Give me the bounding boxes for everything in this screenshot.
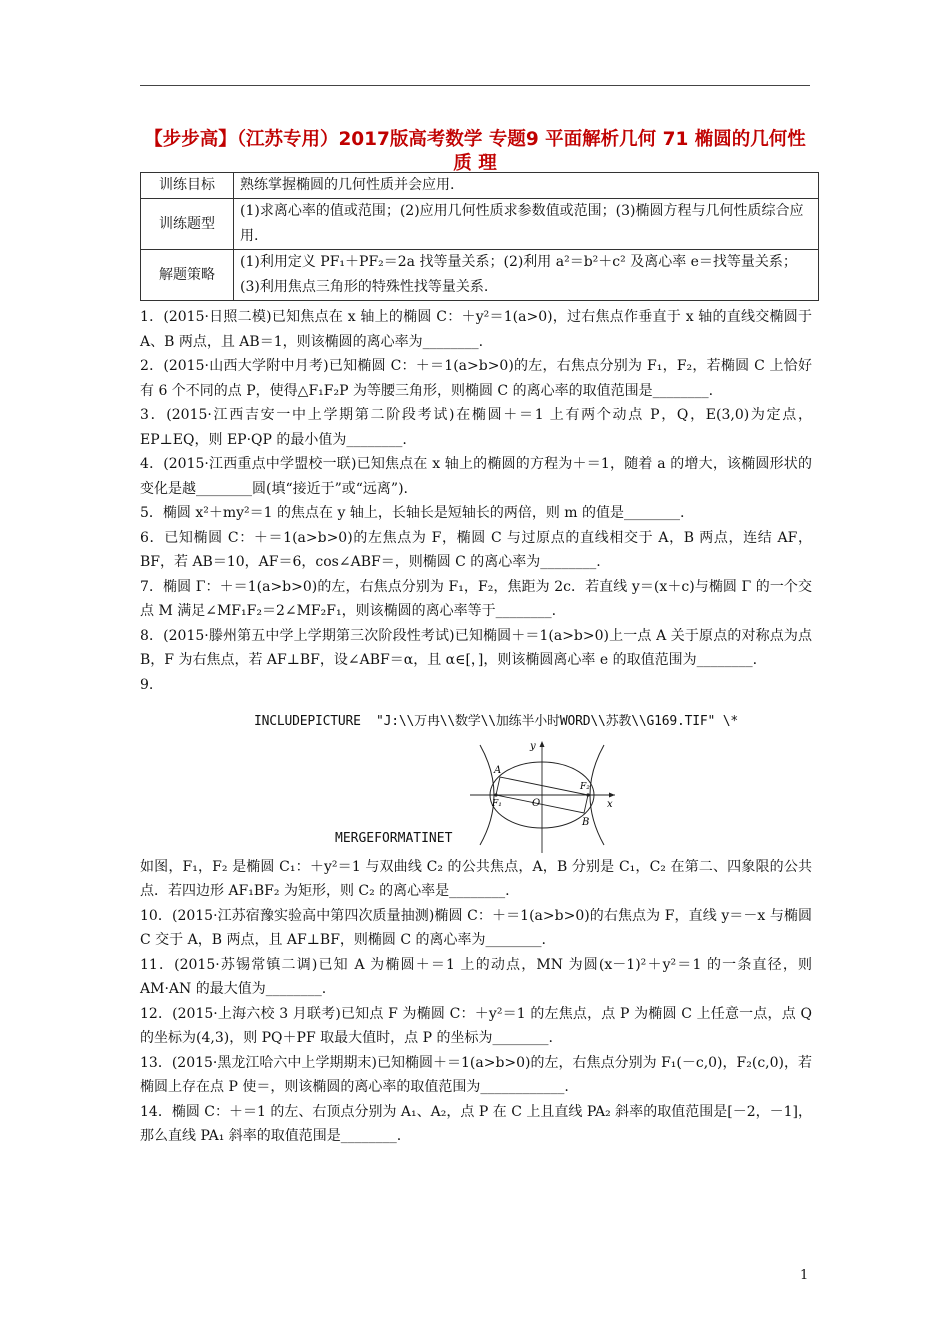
table-key: 解题策略 [141,250,234,301]
question-4: 4．(2015·江西重点中学盟校一联)已知焦点在 x 轴上的椭圆的方程为＋＝1，随着 a 的增大，该椭圆形状的变化是越________圆(填“接近于”或“远离”). [140,456,812,497]
question-1: 1．(2015·日照二模)已知焦点在 x 轴上的椭圆 C：＋y²＝1(a>0)，过右焦点作垂直于 x 轴的直线交椭圆于 A、B 两点，且 AB＝1，则该椭圆的离心率为________. [140,309,812,350]
table-key: 训练目标 [141,173,234,199]
table-value: 熟练掌握椭圆的几何性质并会应用. [234,173,819,199]
questions-body [140,305,812,1149]
figure-area [140,739,812,855]
y-axis-arrow [540,741,545,747]
merge-format-field: MERGEFORMATINET [335,830,453,846]
ellipse-hyperbola-figure [470,739,620,855]
table-row [141,199,819,250]
label-f1: F₁ [492,798,502,809]
question-6: 6．已知椭圆 C：＋＝1(a>b>0)的左焦点为 F，椭圆 C 与过原点的直线相交于 A，B 两点，连结 AF，BF，若 AB＝10，AF＝6，cos∠ABF＝，则椭圆 C 的离心率为________. [140,529,812,570]
question-7: 7．椭圆 Γ：＋＝1(a>b>0)的左，右焦点分别为 F₁，F₂，焦距为 2c．若直线 y＝(x＋c)与椭圆 Γ 的一个交点 M 满足∠MF₁F₂＝2∠MF₂F₁，则该椭圆的离心率等于________. [140,578,812,619]
table-value: (1)利用定义 PF₁＋PF₂＝2a 找等量关系；(2)利用 a²＝b²＋c² 及离心率 e＝找等量关系；(3)利用焦点三角形的特殊性找等量关系. [234,250,819,301]
table-key: 训练题型 [141,199,234,250]
label-o: O [532,797,541,809]
question-9-number: 9. [140,676,154,693]
question-8: 8．(2015·滕州第五中学上学期第三次阶段性考试)已知椭圆＋＝1(a>b>0)上一点 A 关于原点的对称点为点 B，F 为右焦点，若 AF⊥BF，设∠ABF＝α，且 α∈[，]，则该椭圆离心率 e 的取值范围为________. [140,627,812,668]
label-a: A [494,764,502,776]
x-axis-arrow [609,792,615,797]
question-2: 2．(2015·山西大学附中月考)已知椭圆 C：＋＝1(a>b>0)的左，右焦点分别为 F₁，F₂，若椭圆 C 上恰好有 6 个不同的点 P，使得△F₁F₂P 为等腰三角形，则椭圆 C 的离心率的取值范围是________. [140,358,812,399]
question-12: 12．(2015·上海六校 3 月联考)已知点 F 为椭圆 C：＋y²＝1 的左焦点，点 P 为椭圆 C 上任意一点，点 Q 的坐标为(4,3)，则 PQ＋PF 取最大值时，点 P 的坐标为________. [140,1005,812,1046]
label-x: x [607,798,613,810]
include-picture-field: INCLUDEPICTURE "J:\\万冉\\数学\\加练半小时WORD\\苏教\\G169.TIF" \* [253,714,738,729]
question-5: 5．椭圆 x²＋my²＝1 的焦点在 y 轴上，长轴长是短轴长的两倍，则 m 的值是________. [140,505,685,521]
question-3: 3．(2015·江西吉安一中上学期第二阶段考试)在椭圆＋＝1 上有两个动点 P，Q，E(3,0)为定点，EP⊥EQ，则 EP·QP 的最小值为________. [140,407,812,448]
top-rule [140,85,810,86]
question-11: 11．(2015·苏锡常镇二调)已知 A 为椭圆＋＝1 上的动点，MN 为圆(x－1)²＋y²＝1 的一条直径，则 AM·AN 的最大值为________. [140,956,812,997]
table-value: (1)求离心率的值或范围；(2)应用几何性质求参数值或范围；(3)椭圆方程与几何性质综合应用. [234,199,819,250]
question-9: 如图，F₁，F₂ 是椭圆 C₁：＋y²＝1 与双曲线 C₂ 的公共焦点，A，B 分别是 C₁，C₂ 在第二、四象限的公共点．若四边形 AF₁BF₂ 为矩形，则 C₂ 的离心率是________. [140,858,812,899]
label-b: B [582,816,590,828]
table-row [141,173,819,199]
focus-f2-point [586,793,589,796]
page-number: 1 [800,1268,809,1283]
table-row [141,250,819,301]
label-f2: F₂ [580,781,590,792]
question-14: 14．椭圆 C：＋＝1 的左、右顶点分别为 A₁、A₂，点 P 在 C 上且直线 PA₂ 斜率的取值范围是[－2，－1]，那么直线 PA₁ 斜率的取值范围是________. [140,1103,812,1144]
training-info-table [140,172,819,301]
document-title: 【步步高】（江苏专用）2017版高考数学 专题9 平面解析几何 71 椭圆的几何性质 理 [144,129,806,174]
question-10: 10．(2015·江苏宿豫实验高中第四次质量抽测)椭圆 C：＋＝1(a>b>0)的右焦点为 F，直线 y＝－x 与椭圆 C 交于 A，B 两点，且 AF⊥BF，则椭圆 C 的离心率为________. [140,907,812,948]
question-13: 13．(2015·黑龙江哈六中上学期期末)已知椭圆＋＝1(a>b>0)的左，右焦点分别为 F₁(－c,0)，F₂(c,0)，若椭圆上存在点 P 使＝，则该椭圆的离心率的取值范围为____________. [140,1054,812,1095]
label-y: y [530,740,536,752]
focus-f1-point [494,793,497,796]
